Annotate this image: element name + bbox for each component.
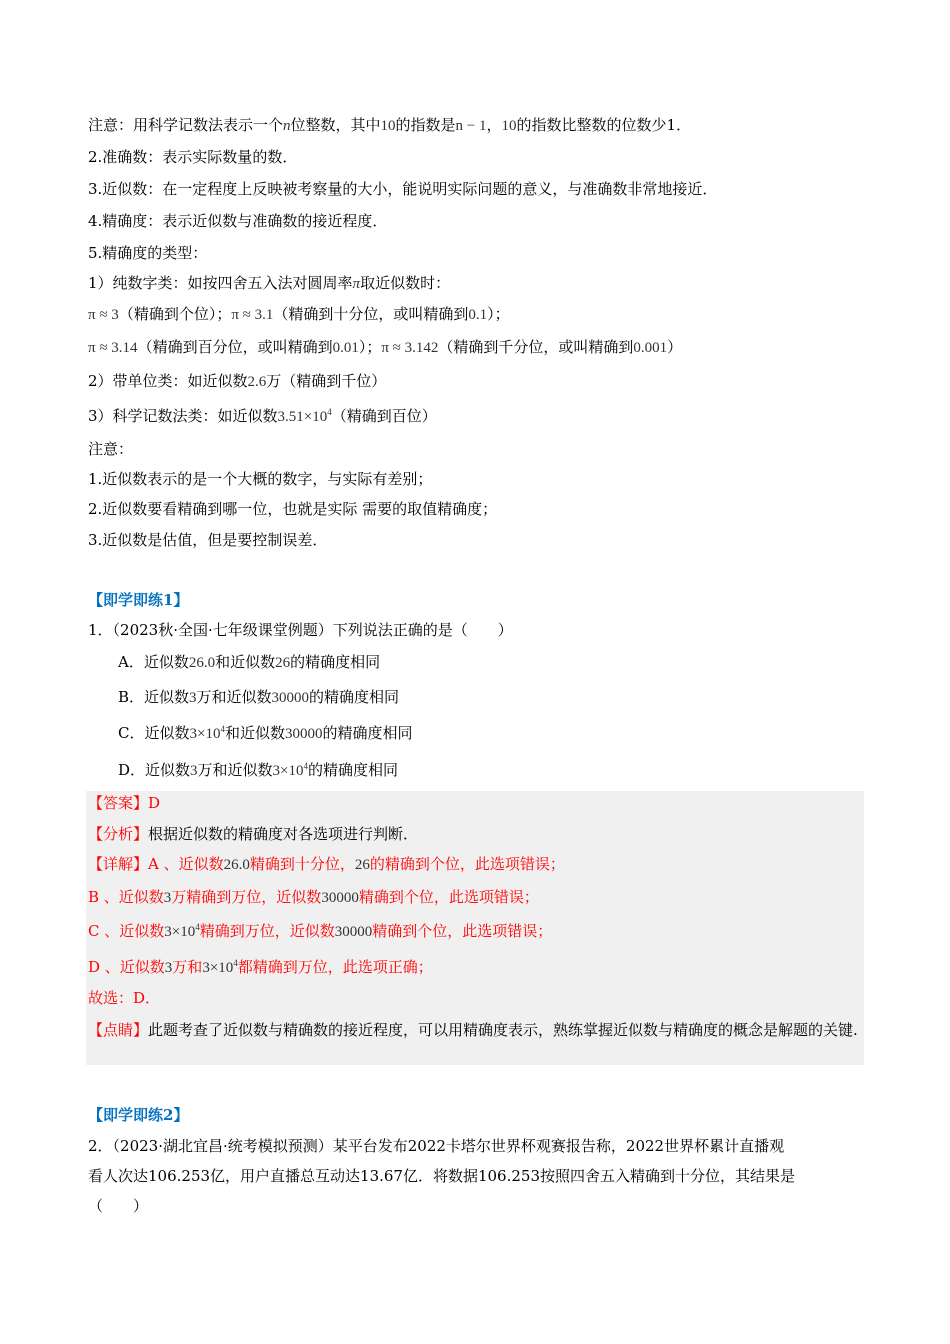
caution-2: 2.近似数要看精确到哪一位，也就是实际 需要的取值精确度；	[88, 500, 498, 518]
note-sci-notation: 注意：用科学记数法表示一个n位整数，其中10的指数是n − 1，10的指数比整数的位数少1．	[88, 116, 692, 134]
type-with-unit: 2）带单位类：如近似数2.6万（精确到千位）	[88, 372, 387, 390]
detail-line-c: C 、近似数$3\times 10^4$精确到万位，近似数30000精确到个位，此选项错误；	[88, 922, 553, 940]
option-b: B．近似数3万和近似数30000的精确度相同	[118, 688, 400, 706]
comment-block: 【点睛】此题考查了近似数与精确数的接近程度，可以用精确度表示，熟练掌握近似数与精确度的概念是解题的关键.	[88, 1021, 858, 1039]
practice2-question-line2: 看人次达106.253亿，用户直播总互动达13.67亿．将数据106.253按照四舍五入精确到十分位，其结果是	[88, 1167, 796, 1185]
option-c: C．近似数$3\times 10^4$和近似数30000的精确度相同	[118, 724, 413, 742]
note-exact-number: 2.准确数：表示实际数量的数．	[88, 148, 298, 166]
practice1-heading: 【即学即练1】	[88, 591, 189, 609]
type-sci-notation: 3）科学记数法类：如近似数$3.51\times 10^4$（精确到百位）	[88, 407, 437, 425]
option-d: D．近似数3万和近似数$3\times 10^4$的精确度相同	[118, 761, 399, 779]
practice2-question-line3: （ ）	[88, 1197, 149, 1215]
pi-examples-2: π ≈ 3.14（精确到百分位，或叫精确到0.01）；π ≈ 3.142（精确到千分位，或叫精确到0.001）	[88, 338, 683, 356]
option-a: A．近似数26.0和近似数26的精确度相同	[118, 653, 381, 671]
note-title: 注意：	[88, 440, 134, 458]
practice2-question-line1: 2．（2023·湖北宜昌·统考模拟预测）某平台发布2022卡塔尔世界杯观赛报告称，2022世界杯累计直播观	[88, 1137, 785, 1155]
detail-line-d: D 、近似数3万和$3\times 10^4$都精确到万位，此选项正确；	[88, 958, 433, 976]
analysis-line: 【分析】根据近似数的精确度对各选项进行判断．	[88, 825, 419, 843]
pi-examples-1: π ≈ 3（精确到个位）；π ≈ 3.1（精确到十分位，或叫精确到0.1）；	[88, 305, 510, 323]
note-approx-number: 3.近似数：在一定程度上反映被考察量的大小，能说明实际问题的意义，与准确数非常地接近．	[88, 180, 718, 198]
note-precision: 4.精确度：表示近似数与准确数的接近程度．	[88, 212, 388, 230]
detail-line-a: 【详解】A 、近似数26.0精确到十分位，26的精确到个位，此选项错误；	[88, 855, 565, 873]
detail-line-b: B 、近似数3万精确到万位，近似数30000精确到个位，此选项错误；	[88, 888, 539, 906]
choose-line: 故选：D．	[88, 989, 161, 1007]
practice1-question: 1．（2023秋·全国·七年级课堂例题）下列说法正确的是（ ）	[88, 621, 513, 639]
answer-line: 【答案】D	[88, 794, 161, 812]
caution-3: 3.近似数是估值，但是要控制误差．	[88, 531, 328, 549]
caution-1: 1.近似数表示的是一个大概的数字，与实际有差别；	[88, 470, 433, 488]
practice2-heading: 【即学即练2】	[88, 1106, 189, 1124]
note-precision-types: 5.精确度的类型：	[88, 244, 208, 262]
type-pure-number: 1）纯数字类：如按四舍五入法对圆周率π取近似数时：	[88, 274, 451, 292]
